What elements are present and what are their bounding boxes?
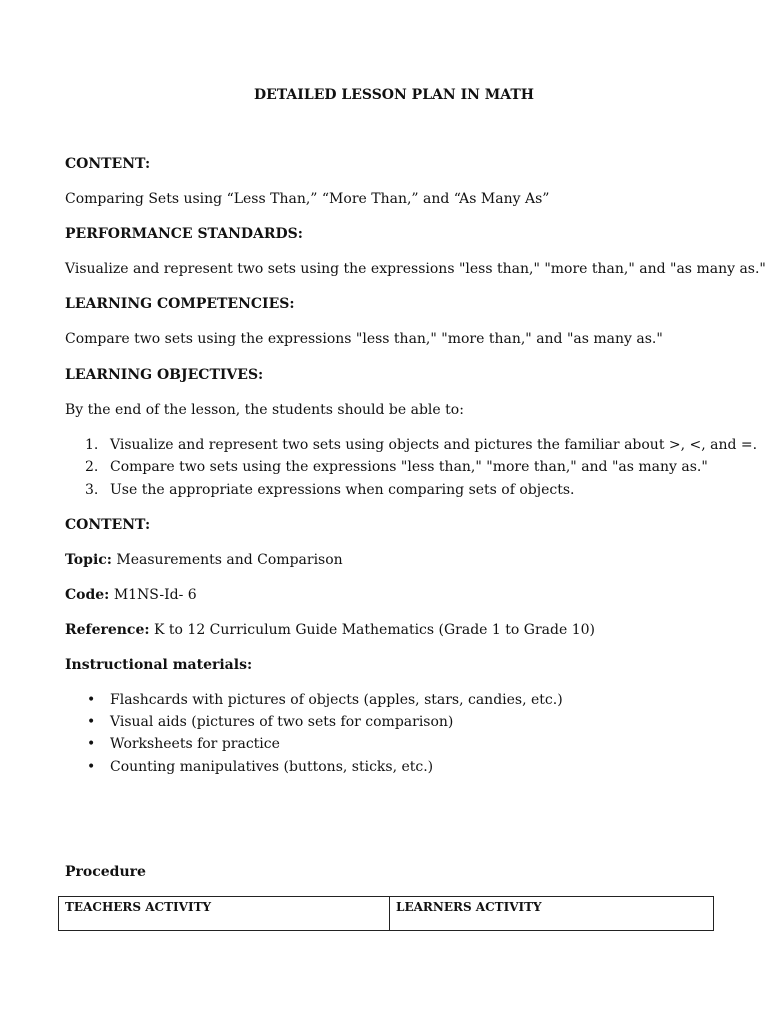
bullet-icon: • xyxy=(87,759,96,775)
list-item: Visual aids (pictures of two sets for comparison) xyxy=(110,714,454,730)
list-item: Flashcards with pictures of objects (apples, stars, candies, etc.) xyxy=(110,692,563,708)
learning-competencies-heading: LEARNING COMPETENCIES: xyxy=(65,296,295,312)
code-value: M1NS-Id- 6 xyxy=(113,587,197,603)
procedure-heading: Procedure xyxy=(65,864,146,880)
list-item: Compare two sets using the expressions "less than," "more than," and "as many as." xyxy=(110,459,708,475)
bullet-icon: • xyxy=(87,692,96,708)
instructional-materials-heading: Instructional materials: xyxy=(65,657,253,673)
reference-value: K to 12 Curriculum Guide Mathematics (Grade 1 to Grade 10) xyxy=(154,622,595,638)
learning-objectives-heading: LEARNING OBJECTIVES: xyxy=(65,367,264,383)
list-item: Use the appropriate expressions when comparing sets of objects. xyxy=(110,482,575,498)
list-item-number: 1. xyxy=(85,437,99,453)
learners-activity-header: LEARNERS ACTIVITY xyxy=(390,897,714,931)
topic-line xyxy=(65,551,343,569)
performance-standards-heading: PERFORMANCE STANDARDS: xyxy=(65,226,303,242)
list-item-number: 2. xyxy=(85,459,99,475)
learning-competencies-text: Compare two sets using the expressions "less than," "more than," and "as many as." xyxy=(65,331,663,347)
teachers-activity-header: TEACHERS ACTIVITY xyxy=(59,897,390,931)
topic-value: Measurements and Comparison xyxy=(116,552,343,568)
content-text: Comparing Sets using “Less Than,” “More Than,” and “As Many As” xyxy=(65,191,550,207)
bullet-icon: • xyxy=(87,714,96,730)
bullet-icon: • xyxy=(87,736,96,752)
topic-label: Topic: xyxy=(65,552,112,568)
learning-objectives-intro: By the end of the lesson, the students should be able to: xyxy=(65,402,464,418)
list-item: Counting manipulatives (buttons, sticks, etc.) xyxy=(110,759,434,775)
reference-label: Reference: xyxy=(65,622,150,638)
reference-line xyxy=(65,621,595,639)
document-title: DETAILED LESSON PLAN IN MATH xyxy=(253,87,535,103)
list-item-number: 3. xyxy=(85,482,99,498)
list-item: Visualize and represent two sets using objects and pictures the familiar about >, <, and =. xyxy=(110,437,758,453)
performance-standards-text: Visualize and represent two sets using the expressions "less than," "more than," and "as many as." xyxy=(65,261,766,277)
list-item: Worksheets for practice xyxy=(110,736,280,752)
code-line xyxy=(65,586,197,604)
content-heading: CONTENT: xyxy=(65,156,151,172)
code-label: Code: xyxy=(65,587,110,603)
procedure-table xyxy=(58,896,714,931)
content-heading-2: CONTENT: xyxy=(65,517,151,533)
